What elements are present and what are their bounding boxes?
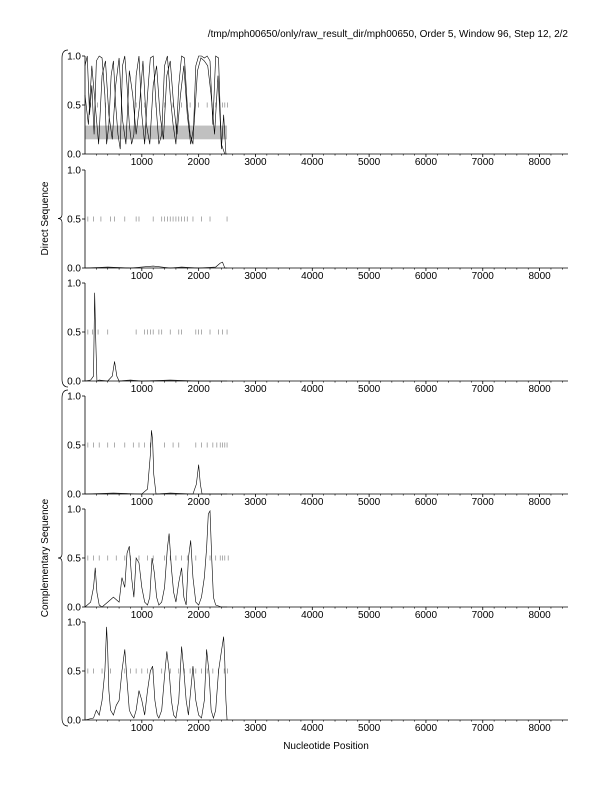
y-tick-label: 0.0 [67, 602, 81, 614]
x-tick-label: 4000 [301, 384, 324, 395]
y-tick-label: 1.0 [67, 617, 81, 629]
x-tick-label: 8000 [528, 497, 551, 508]
x-tick-label: 2000 [187, 271, 210, 282]
group-label-0: Direct Sequence [40, 181, 51, 256]
y-tick-label: 0.0 [67, 263, 81, 275]
panel-direct-frame-3 [67, 279, 568, 396]
y-tick-label: 0.5 [67, 100, 81, 112]
chart-title: /tmp/mph00650/only/raw_result_dir/mph00650, Order 5, Window 96, Step 12, 2/2 [207, 29, 568, 40]
x-tick-label: 1000 [130, 497, 153, 508]
x-tick-label: 4000 [301, 723, 324, 734]
group-label-1: Complementary Sequence [40, 498, 51, 618]
series-line-0 [85, 262, 227, 268]
x-tick-label: 3000 [244, 271, 267, 282]
y-tick-label: 0.5 [67, 214, 81, 226]
panels-container [67, 52, 568, 735]
x-tick-label: 2000 [187, 723, 210, 734]
group-labels [40, 50, 68, 726]
y-tick-label: 0.5 [67, 553, 81, 565]
x-tick-label: 3000 [244, 157, 267, 168]
y-tick-label: 0.5 [67, 327, 81, 339]
x-tick-label: 7000 [471, 610, 494, 621]
x-tick-label: 5000 [357, 497, 381, 508]
x-tick-label: 4000 [301, 610, 324, 621]
x-tick-label: 5000 [357, 723, 381, 734]
x-tick-label: 8000 [528, 610, 551, 621]
y-tick-label: 1.0 [67, 504, 81, 516]
x-tick-label: 7000 [471, 723, 494, 734]
x-tick-label: 8000 [528, 723, 551, 734]
x-tick-label: 8000 [528, 384, 551, 395]
panel-direct-frame-1 [67, 52, 568, 169]
x-tick-label: 1000 [130, 157, 153, 168]
x-tick-label: 8000 [528, 271, 551, 282]
y-tick-label: 0.5 [67, 440, 81, 452]
x-tick-label: 7000 [471, 497, 494, 508]
x-tick-label: 2000 [187, 157, 210, 168]
x-tick-label: 1000 [130, 610, 153, 621]
y-tick-label: 0.0 [67, 715, 81, 727]
y-tick-label: 1.0 [67, 391, 81, 403]
x-tick-label: 6000 [414, 497, 438, 508]
y-tick-label: 1.0 [67, 51, 81, 63]
x-tick-label: 6000 [414, 610, 438, 621]
panel-complementary-frame-1 [67, 392, 568, 509]
x-tick-label: 1000 [130, 384, 153, 395]
x-tick-label: 1000 [130, 271, 153, 282]
x-tick-label: 2000 [187, 610, 210, 621]
series-line-0 [85, 430, 227, 494]
series-line-0 [85, 511, 227, 607]
x-tick-label: 3000 [244, 723, 267, 734]
x-tick-label: 6000 [414, 384, 438, 395]
x-tick-label: 4000 [301, 271, 324, 282]
x-tick-label: 6000 [414, 157, 438, 168]
x-tick-label: 6000 [414, 723, 438, 734]
x-tick-label: 4000 [301, 497, 324, 508]
x-tick-label: 7000 [471, 384, 494, 395]
x-axis-title: Nucleotide Position [283, 741, 369, 752]
y-tick-label: 0.0 [67, 149, 81, 161]
panel-complementary-frame-3 [67, 618, 568, 735]
x-tick-label: 5000 [357, 610, 381, 621]
x-tick-label: 3000 [244, 497, 267, 508]
y-tick-label: 1.0 [67, 165, 81, 177]
x-tick-label: 7000 [471, 157, 494, 168]
y-tick-label: 0.0 [67, 376, 81, 388]
y-tick-label: 0.5 [67, 666, 81, 678]
x-tick-label: 5000 [357, 157, 381, 168]
x-tick-label: 1000 [130, 723, 153, 734]
x-tick-label: 5000 [357, 271, 381, 282]
x-tick-label: 8000 [528, 157, 551, 168]
x-tick-label: 2000 [187, 384, 210, 395]
x-tick-label: 7000 [471, 271, 494, 282]
y-tick-label: 0.0 [67, 489, 81, 501]
y-tick-label: 1.0 [67, 278, 81, 290]
x-tick-label: 5000 [357, 384, 381, 395]
x-tick-label: 3000 [244, 610, 267, 621]
panel-direct-frame-2 [67, 166, 568, 283]
x-tick-label: 2000 [187, 497, 210, 508]
x-tick-label: 4000 [301, 157, 324, 168]
x-tick-label: 3000 [244, 384, 267, 395]
x-tick-label: 6000 [414, 271, 438, 282]
series-line-0 [85, 627, 227, 720]
panel-complementary-frame-2 [67, 505, 568, 622]
series-line-0 [85, 293, 227, 381]
